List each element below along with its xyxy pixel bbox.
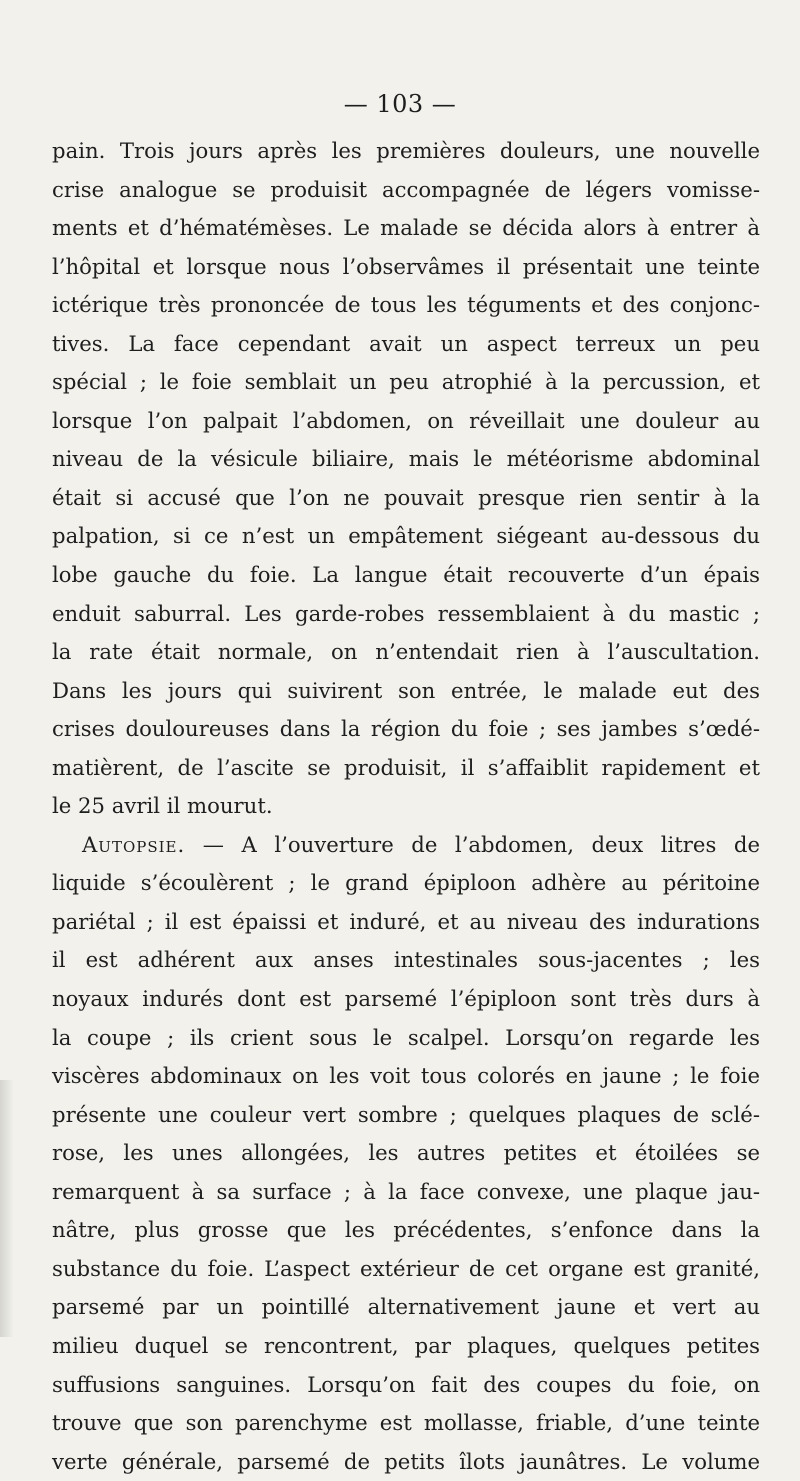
autopsy-line-3: pariétal ; il est épaissi et induré, et au niveau des indurations: [52, 908, 760, 934]
autopsy-line-15: suffusions sanguines. Lorsqu’on fait des coupes du foie, on: [52, 1371, 760, 1397]
text-line-2: crise analogue se produisit accompagnée de légers vomisse-: [52, 176, 760, 202]
autopsy-line-17: verte générale, parsemé de petits îlots jaunâtres. Le volume: [52, 1448, 760, 1474]
page-number: — 103 —: [343, 90, 457, 118]
autopsy-line-11: nâtre, plus grosse que les précédentes, s’enfonce dans la: [52, 1217, 760, 1243]
text-line-15: Dans les jours qui suivirent son entrée, le malade eut des: [52, 677, 760, 703]
autopsy-line-12: substance du foie. L’aspect extérieur de cet organe est granité,: [52, 1255, 760, 1281]
text-line-11: palpation, si ce n’est un empâtement siégeant au-dessous du: [52, 523, 760, 549]
text-line-5: ictérique très prononcée de tous les téguments et des conjonc-: [52, 292, 760, 318]
autopsy-line-5: noyaux indurés dont est parsemé l’épiploon sont très durs à: [52, 986, 760, 1012]
text-line-6: tives. La face cependant avait un aspect terreux un peu: [52, 330, 760, 356]
autopsy-line-4: il est adhérent aux anses intestinales sous-jacentes ; les: [52, 947, 760, 973]
autopsy-line-8: présente une couleur vert sombre ; quelques plaques de sclé-: [52, 1101, 760, 1127]
body-text: [52, 132, 760, 1481]
text-line-4: l’hôpital et lorsque nous l’observâmes il présentait une teinte: [52, 253, 760, 279]
autopsy-line-6: la coupe ; ils crient sous le scalpel. Lorsqu’on regarde les: [52, 1024, 760, 1050]
autopsy-line-14: milieu duquel se rencontrent, par plaques, quelques petites: [52, 1332, 760, 1358]
text-line-3: ments et d’hématémèses. Le malade se décida alors à entrer à: [52, 215, 760, 241]
autopsy-line-13: parsemé par un pointillé alternativement jaune et vert au: [52, 1294, 760, 1320]
text-line-10: était si accusé que l’on ne pouvait presque rien sentir à la: [52, 484, 760, 510]
text-line-17: matièrent, de l’ascite se produisit, il s’affaiblit rapidement et: [52, 754, 760, 780]
text-line-16: crises douloureuses dans la région du foie ; ses jambes s’œdé-: [52, 716, 760, 742]
autopsy-heading: Autopsie.: [82, 831, 186, 857]
autopsy-line-9: rose, les unes allongées, les autres petites et étoilées se: [52, 1140, 760, 1166]
text-line-9: niveau de la vésicule biliaire, mais le météorisme abdominal: [52, 446, 760, 472]
autopsy-first-line-text: — A l’ouverture de l’abdomen, deux litres de: [202, 831, 760, 857]
autopsy-line-16: trouve que son parenchyme est mollasse, friable, d’une teinte: [52, 1410, 760, 1436]
page-edge-shadow: [0, 1080, 14, 1337]
text-line-7: spécial ; le foie semblait un peu atrophié à la percussion, et: [52, 369, 760, 395]
text-line-13: enduit saburral. Les garde-robes ressemblaient à du mastic ;: [52, 600, 760, 626]
text-line-12: lobe gauche du foie. La langue était recouverte d’un épais: [52, 562, 760, 588]
autopsy-line-7: viscères abdominaux on les voit tous colorés en jaune ; le foie: [52, 1063, 760, 1089]
autopsy-line-2: liquide s’écoulèrent ; le grand épiploon adhère au péritoine: [52, 870, 760, 896]
text-line-8: lorsque l’on palpait l’abdomen, on réveillait une douleur au: [52, 407, 760, 433]
autopsy-first-line: [52, 826, 760, 865]
text-line-1: pain. Trois jours après les premières douleurs, une nouvelle: [52, 138, 760, 163]
text-line-14: la rate était normale, on n’entendait rien à l’auscultation.: [52, 639, 760, 665]
autopsy-line-10: remarquent à sa surface ; à la face convexe, une plaque jau-: [52, 1178, 760, 1204]
text-line-18: le 25 avril il mourut.: [52, 793, 273, 819]
